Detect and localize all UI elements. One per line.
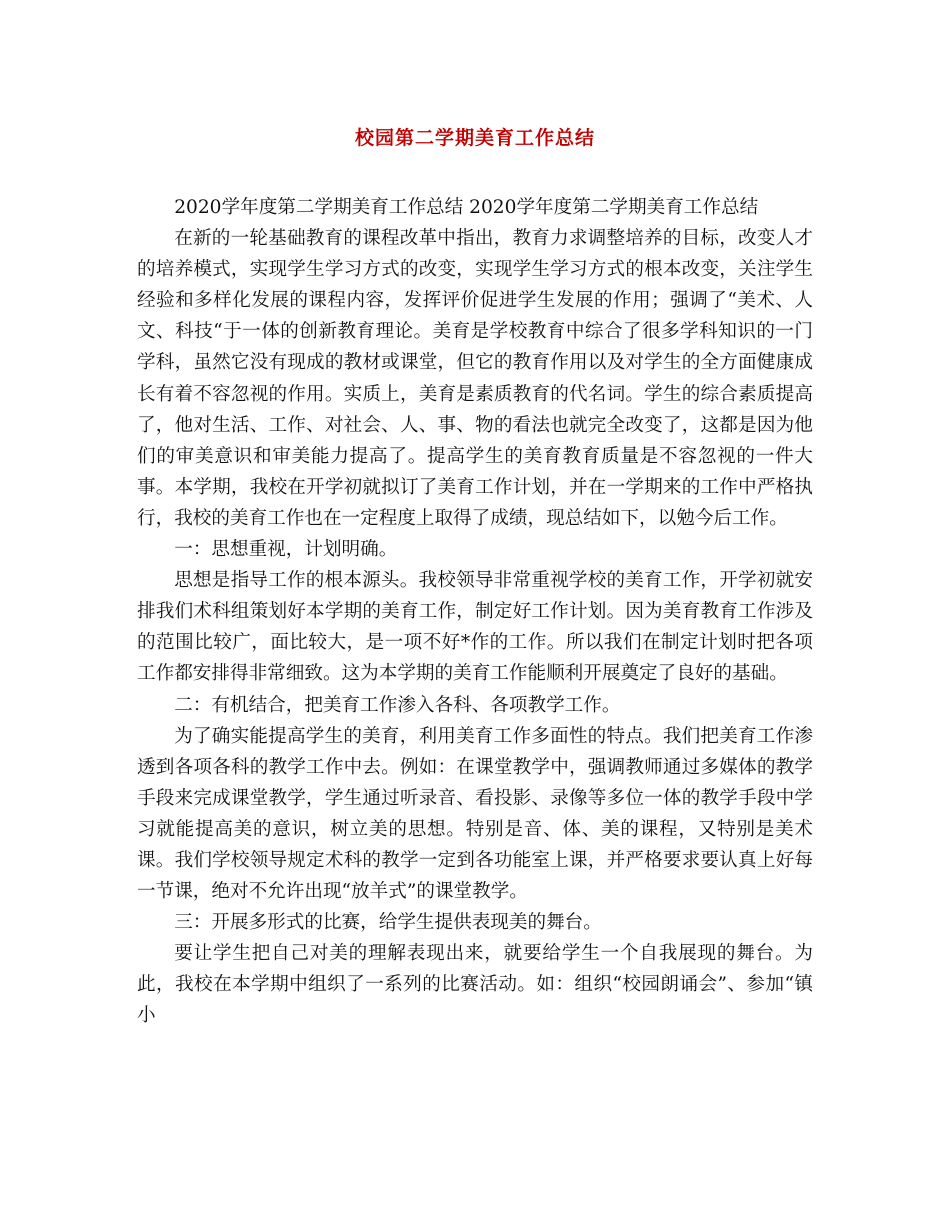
- section-heading-1: 一：思想重视，计划明确。: [174, 539, 398, 561]
- paragraph-section-2: 为了确实能提高学生的美育，利用美育工作多面性的特点。我们把美育工作渗透到各项各科的教学工作中去。例如：在课堂教学中，强调教师通过多媒体的教学手段来完成课堂教学，学生通过听录音、看投影、录像等多位一体的教学手段中学习就能提高美的意识，树立美的思想。特别是音、体、美的课程，又特别是美术课。我们学校领导规定术科的教学一定到各功能室上课，并严格要求要认真上好每一节课，绝对不允许出现“放羊式”的课堂教学。: [137, 725, 813, 903]
- section-heading-2: 二：有机结合，把美育工作渗入各科、各项教学工作。: [174, 694, 621, 716]
- paragraph-section-1: 思想是指导工作的根本源头。我校领导非常重视学校的美育工作，开学初就安排我们术科组策划好本学期的美育工作，制定好工作计划。因为美育教育工作涉及的范围比较广，面比较大，是一项不好*作的工作。所以我们在制定计划时把各项工作都安排得非常细致。这为本学期的美育工作能顺利开展奠定了良好的基础。: [137, 570, 813, 685]
- section-heading-3: 三：开展多形式的比赛，给学生提供表现美的舞台。: [174, 912, 602, 934]
- paragraph-subtitle: 2020学年度第二学期美育工作总结 2020学年度第二学期美育工作总结: [174, 197, 759, 218]
- document-title: 校园第二学期美育工作总结: [354, 127, 595, 149]
- paragraph-section-3: 要让学生把自己对美的理解表现出来，就要给学生一个自我展现的舞台。为此，我校在本学期中组织了一系列的比赛活动。如：组织“校园朗诵会”、参加“镇小: [137, 943, 813, 1027]
- paragraph-intro: 在新的一轮基础教育的课程改革中指出，教育力求调整培养的目标，改变人才的培养模式，实现学生学习方式的改变，实现学生学习方式的根本改变，关注学生经验和多样化发展的课程内容，发挥评价促进学生发展的作用；强调了“美术、人文、科技“于一体的创新教育理论。美育是学校教育中综合了很多学科知识的一门学科，虽然它没有现成的教材或课堂，但它的教育作用以及对学生的全方面健康成长有着不容忽视的作用。实质上，美育是素质教育的代名词。学生的综合素质提高了，他对生活、工作、对社会、人、事、物的看法也就完全改变了，这都是因为他们的审美意识和审美能力提高了。提高学生的美育教育质量是不容忽视的一件大事。本学期，我校在开学初就拟订了美育工作计划，并在一学期来的工作中严格执行，我校的美育工作也在一定程度上取得了成绩，现总结如下，以勉今后工作。: [137, 228, 813, 529]
- document-body: [137, 192, 813, 1032]
